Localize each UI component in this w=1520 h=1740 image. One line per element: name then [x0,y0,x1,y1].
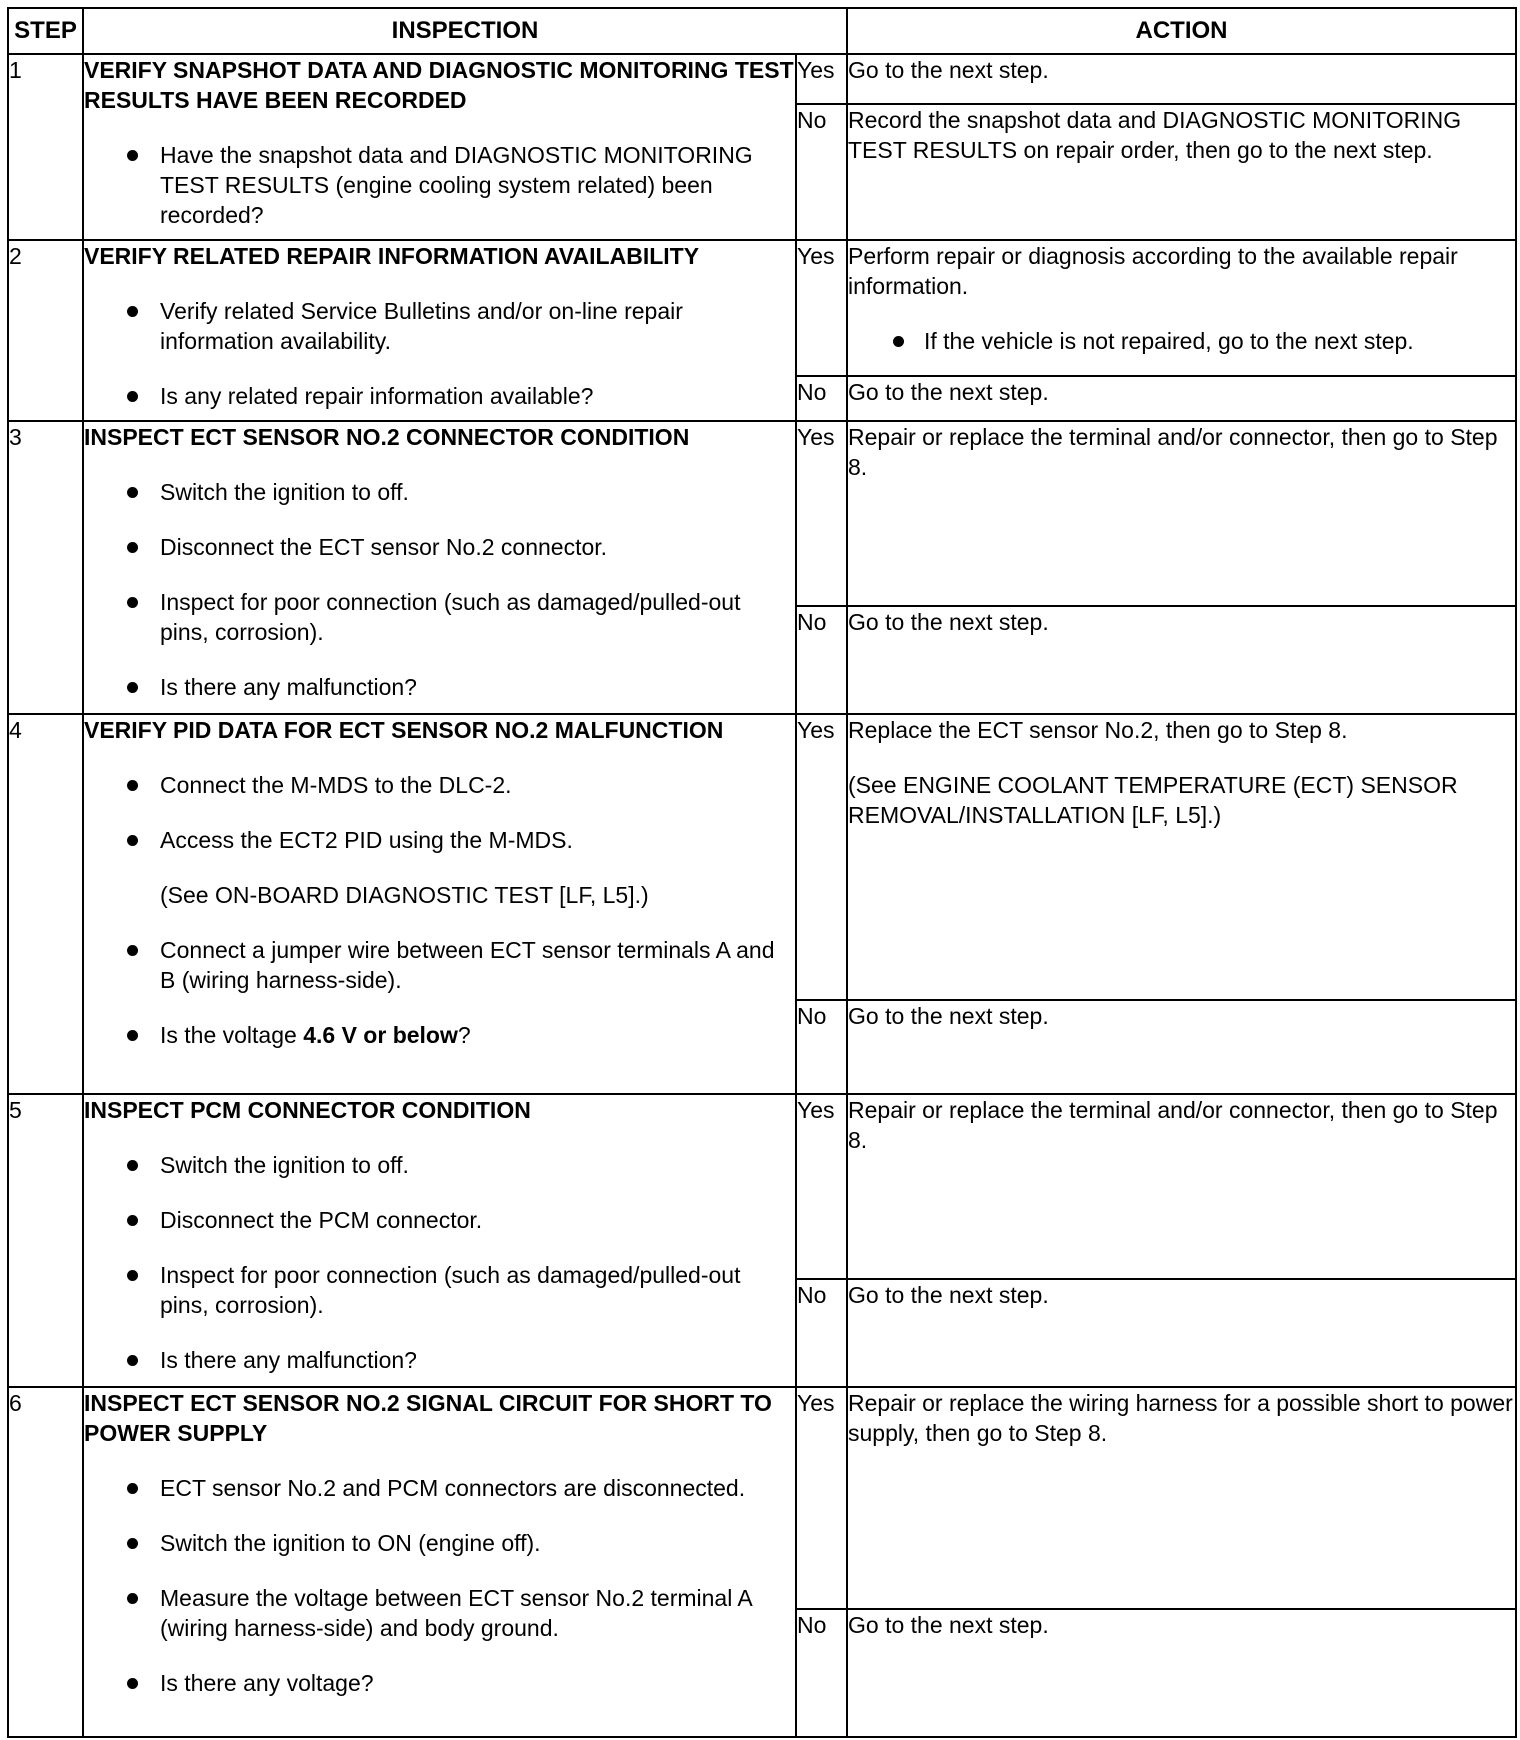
inspection-cell [83,240,796,421]
inspection-cell [83,421,796,714]
step-number: 1 [8,54,83,240]
inspection-item: Inspect for poor connection (such as damaged/pulled-out pins, corrosion). [84,1260,795,1320]
inspection-item: Switch the ignition to off. [84,1150,795,1180]
step-row-4-yes [8,714,1516,1000]
inspection-item: Is there any voltage? [84,1668,795,1698]
inspection-item: Connect the M-MDS to the DLC-2. [84,770,795,800]
inspection-item: Verify related Service Bulletins and/or on-line repair information availability. [84,296,795,356]
inspection-item: Disconnect the ECT sensor No.2 connector. [84,532,795,562]
inspection-item: ECT sensor No.2 and PCM connectors are disconnected. [84,1473,795,1503]
inspection-cell [83,1387,796,1737]
inspection-note: (See ON-BOARD DIAGNOSTIC TEST [LF, L5].) [160,882,649,908]
yes-label: Yes [796,1387,847,1609]
step-title: INSPECT ECT SENSOR NO.2 CONNECTOR CONDITION [84,424,690,450]
inspection-list [84,1150,795,1375]
no-action: Go to the next step. [847,1000,1516,1094]
inspection-list [84,1473,795,1698]
yes-action: Repair or replace the wiring harness for a possible short to power supply, then go to Step 8. [847,1387,1516,1609]
no-action: Go to the next step. [847,606,1516,714]
yes-action: Perform repair or diagnosis according to the available repair information. [848,243,1458,299]
action-sublist [848,326,1515,356]
inspection-cell [83,54,796,240]
step-row-6-yes [8,1387,1516,1609]
inspection-item: Access the ECT2 PID using the M-MDS. [84,825,795,855]
inspection-item: Is there any malfunction? [84,672,795,702]
yes-label: Yes [796,1094,847,1279]
no-action: Record the snapshot data and DIAGNOSTIC MONITORING TEST RESULTS on repair order, then go to the next step. [847,104,1516,240]
voltage-threshold: 4.6 V or below [303,1022,458,1048]
inspection-item: Measure the voltage between ECT sensor No.2 terminal A (wiring harness-side) and body ground. [84,1583,795,1643]
inspection-list [84,477,795,702]
inspection-list [84,296,795,411]
yes-action-cell [847,714,1516,1000]
no-label: No [796,1609,847,1737]
step-row-3-yes [8,421,1516,606]
inspection-item: Is any related repair information available? [84,381,795,411]
header-inspection: INSPECTION [83,8,847,54]
inspection-cell [83,714,796,1094]
no-action: Go to the next step. [847,1609,1516,1737]
yes-action: Replace the ECT sensor No.2, then go to Step 8. [848,717,1348,743]
step-row-5-yes [8,1094,1516,1279]
yes-action: Go to the next step. [847,54,1516,104]
yes-action-cell [847,240,1516,376]
step-row-2-yes [8,240,1516,376]
step-title: VERIFY RELATED REPAIR INFORMATION AVAILABILITY [84,243,700,269]
inspection-item-text: ? [457,1022,471,1048]
yes-label: Yes [796,714,847,1000]
no-action: Go to the next step. [847,1279,1516,1387]
step-number: 4 [8,714,83,1094]
inspection-item: Disconnect the PCM connector. [84,1205,795,1235]
step-title: INSPECT ECT SENSOR NO.2 SIGNAL CIRCUIT FOR SHORT TO POWER SUPPLY [84,1390,772,1446]
header-action: ACTION [847,8,1516,54]
header-step: STEP [8,8,83,54]
step-number: 2 [8,240,83,421]
yes-action: Repair or replace the terminal and/or connector, then go to Step 8. [847,421,1516,606]
yes-label: Yes [796,240,847,376]
step-title: INSPECT PCM CONNECTOR CONDITION [84,1097,531,1123]
yes-action: Repair or replace the terminal and/or connector, then go to Step 8. [847,1094,1516,1279]
step-title: VERIFY PID DATA FOR ECT SENSOR NO.2 MALFUNCTION [84,717,724,743]
no-action: Go to the next step. [847,376,1516,421]
step-number: 5 [8,1094,83,1387]
inspection-item: Inspect for poor connection (such as damaged/pulled-out pins, corrosion). [84,587,795,647]
step-number: 6 [8,1387,83,1737]
inspection-item: Switch the ignition to off. [84,477,795,507]
inspection-item: Connect a jumper wire between ECT sensor terminals A and B (wiring harness-side). [84,935,795,995]
step-row-1-yes [8,54,1516,104]
yes-label: Yes [796,421,847,606]
step-title: VERIFY SNAPSHOT DATA AND DIAGNOSTIC MONITORING TEST RESULTS HAVE BEEN RECORDED [84,57,794,113]
inspection-item: Is there any malfunction? [84,1345,795,1375]
no-label: No [796,1279,847,1387]
step-number: 3 [8,421,83,714]
action-subitem: If the vehicle is not repaired, go to the next step. [848,326,1515,356]
yes-label: Yes [796,54,847,104]
inspection-item [84,1020,795,1050]
header-row [8,8,1516,54]
inspection-item: Switch the ignition to ON (engine off). [84,1528,795,1558]
diagnostic-table [7,7,1517,1738]
inspection-list [84,770,795,1050]
no-label: No [796,606,847,714]
no-label: No [796,1000,847,1094]
inspection-list [84,140,795,230]
yes-action-note: (See ENGINE COOLANT TEMPERATURE (ECT) SENSOR REMOVAL/INSTALLATION [LF, L5].) [848,772,1458,828]
inspection-item-text: Is the voltage [160,1022,304,1048]
no-label: No [796,376,847,421]
inspection-item: Have the snapshot data and DIAGNOSTIC MONITORING TEST RESULTS (engine cooling system related) been recorded? [84,140,795,230]
inspection-cell [83,1094,796,1387]
no-label: No [796,104,847,240]
